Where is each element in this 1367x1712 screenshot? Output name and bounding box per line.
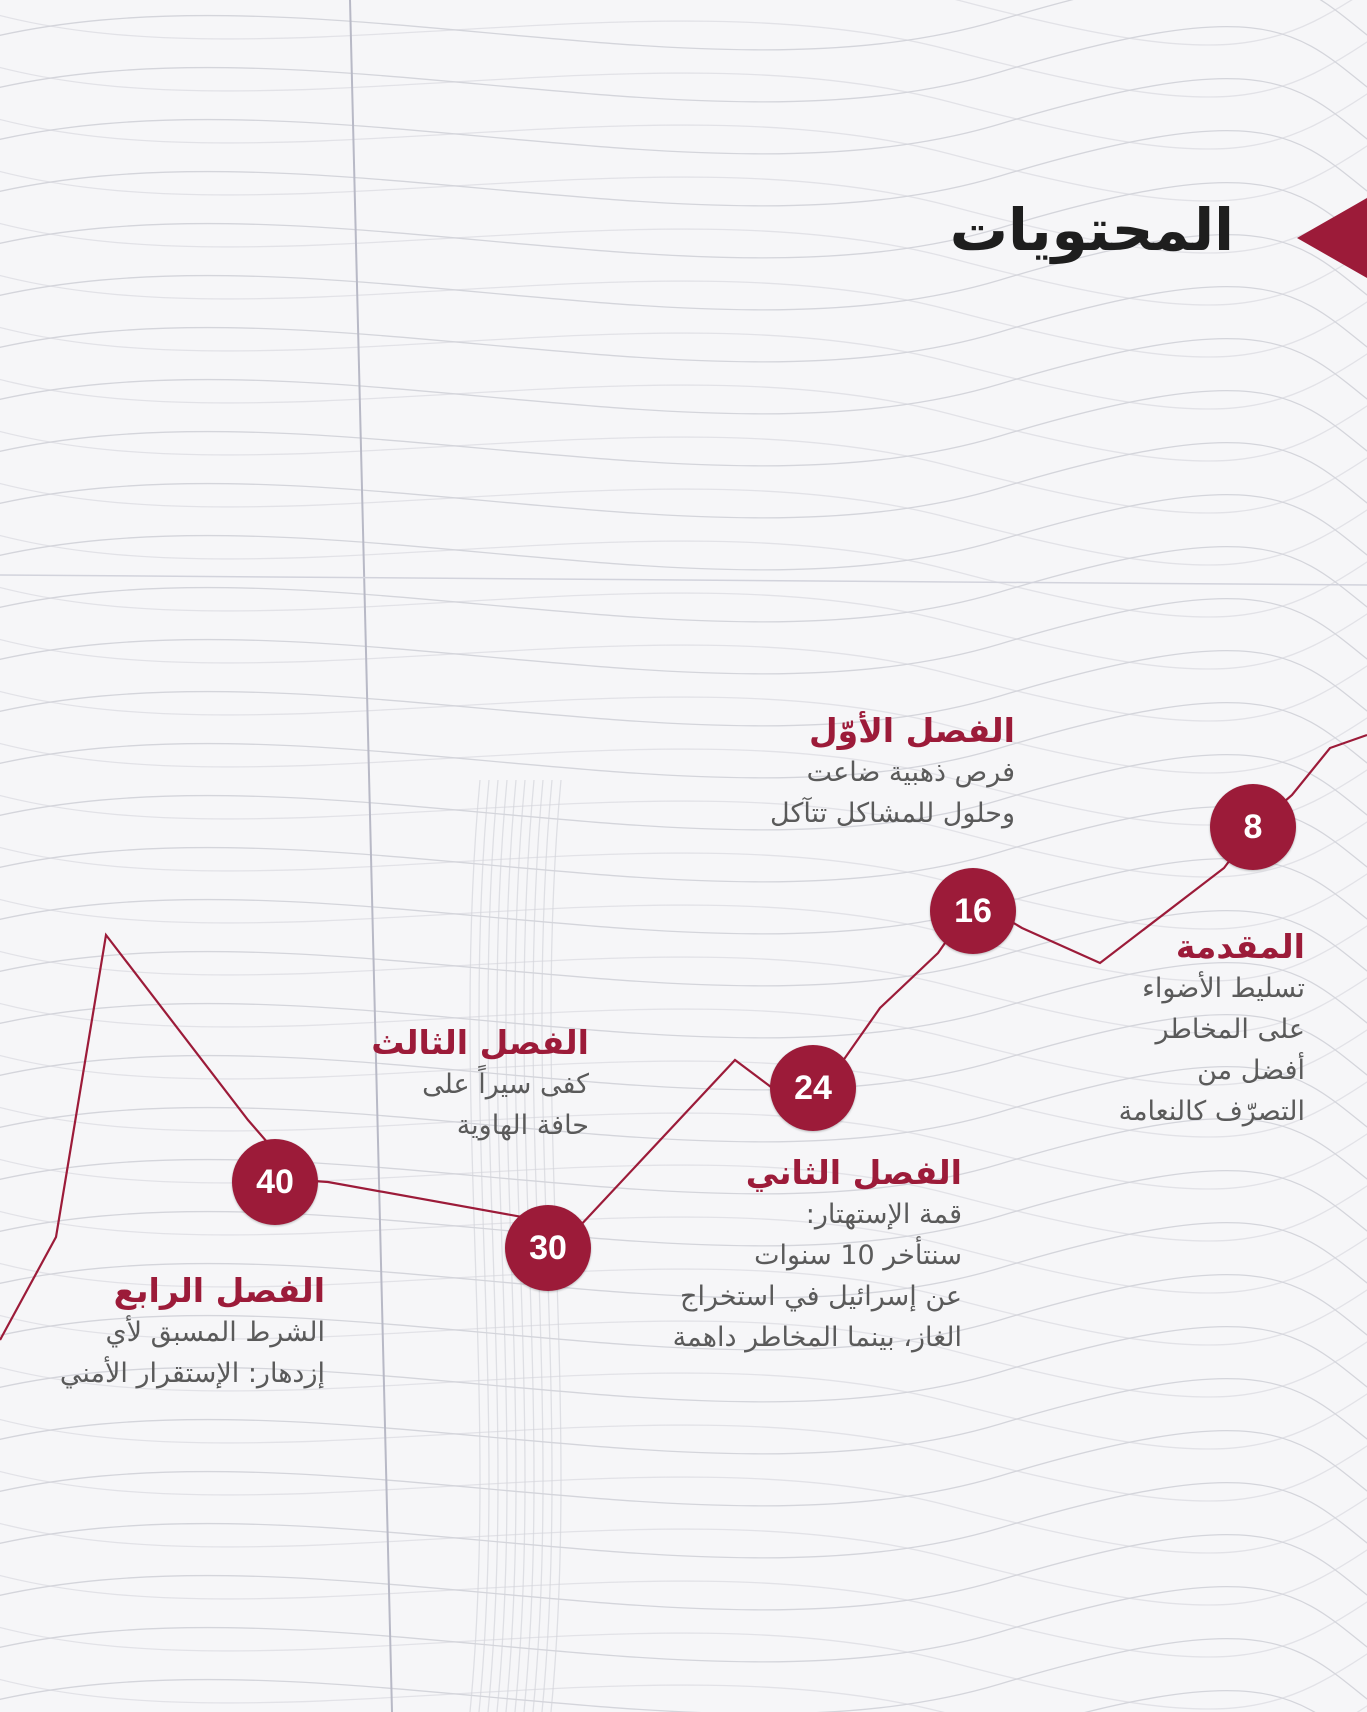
entry-description: فرص ذهبية ضاعت وحلول للمشاكل تتآكل xyxy=(770,757,1015,829)
entry-description: كفى سيراً على حافة الهاوية xyxy=(422,1069,589,1141)
page-badge-introduction[interactable]: 8 xyxy=(1210,784,1296,870)
toc-entry-chapter-4[interactable] xyxy=(60,1270,325,1394)
entry-description: قمة الإستهتار: سنتأخر 10 سنوات عن إسرائيل في استخراج الغاز، بينما المخاطر داهمة xyxy=(672,1199,962,1353)
toc-entry-chapter-3[interactable] xyxy=(371,1022,589,1146)
entry-heading: المقدمة xyxy=(1175,927,1305,966)
entry-heading: الفصل الثاني xyxy=(745,1153,962,1192)
page-title: المحتويات xyxy=(949,196,1234,264)
page-badge-chapter-3[interactable]: 30 xyxy=(505,1205,591,1291)
entry-heading: الفصل الثالث xyxy=(371,1023,589,1062)
entry-description: تسليط الأضواء على المخاطر أفضل من التصرّف كالنعامة xyxy=(1118,973,1305,1127)
toc-entry-chapter-1[interactable] xyxy=(770,710,1015,834)
entry-description: الشرط المسبق لأي إزدهار: الإستقرار الأمني xyxy=(59,1317,325,1389)
page-badge-chapter-1[interactable]: 16 xyxy=(930,868,1016,954)
page-badge-chapter-2[interactable]: 24 xyxy=(770,1045,856,1131)
page-badge-chapter-4[interactable]: 40 xyxy=(232,1139,318,1225)
entry-heading: الفصل الرابع xyxy=(113,1271,325,1310)
toc-entry-introduction[interactable] xyxy=(1119,926,1305,1132)
entry-heading: الفصل الأوّل xyxy=(809,711,1015,750)
toc-entry-chapter-2[interactable] xyxy=(673,1152,962,1358)
